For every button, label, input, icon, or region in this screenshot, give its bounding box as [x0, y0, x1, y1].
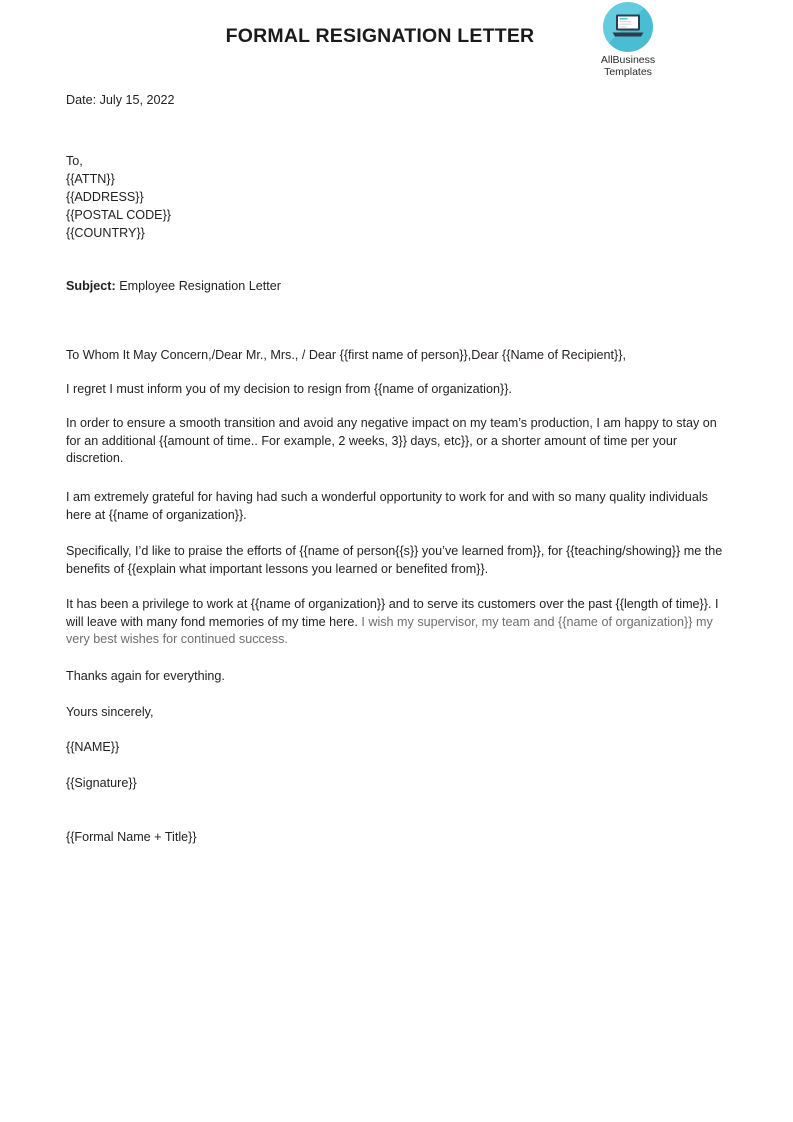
subject-line: [66, 278, 281, 296]
transition-offer-paragraph: In order to ensure a smooth transition and avoid any negative impact on my team’s production, I am happy to stay on for an additional {{amount of time.. For example, 2 weeks, 3}} days, etc}}, or a shorter amount of time per your discretion.: [66, 416, 717, 466]
gratitude-paragraph: I am extremely grateful for having had such a wonderful opportunity to work for and with so many quality individuals here at {{name of organization}}.: [66, 490, 708, 522]
subject-value: Employee Resignation Letter: [119, 279, 281, 293]
privilege-text-muted: I wish my supervisor, my team and {{name of organization}} my very best wishes for continued success.: [66, 614, 713, 647]
address-line: {{COUNTRY}}: [66, 226, 145, 240]
salutation-paragraph: To Whom It May Concern,/Dear Mr., Mrs., / Dear {{first name of person}},Dear {{Name of Recipient}},: [66, 348, 626, 362]
logo-circle: [603, 2, 653, 52]
recipient-address-block: [66, 152, 171, 242]
closing-paragraph: Yours sincerely,: [66, 705, 154, 719]
allbusiness-templates-logo: [589, 2, 667, 78]
subject-label: Subject:: [66, 279, 116, 293]
privilege-paragraph: [66, 596, 731, 649]
privilege-text-primary: It has been a privilege to work at {{name of organization}} and to serve its customers over the past {{length of time}}. I will leave with many fond memories of my time here.: [66, 597, 719, 629]
sender-name-placeholder: {{NAME}}: [66, 740, 120, 754]
page-title: FORMAL RESIGNATION LETTER: [225, 25, 535, 47]
laptop-icon: [612, 13, 644, 39]
resignation-statement-paragraph: I regret I must inform you of my decision to resign from {{name of organization}}.: [66, 382, 512, 396]
address-line: {{ADDRESS}}: [66, 190, 144, 204]
address-line: To,: [66, 154, 83, 168]
praise-paragraph: Specifically, I’d like to praise the efforts of {{name of person{{s}} you’ve learned from}}, for {{teaching/showing}} me the benefits of {{explain what important lessons you learned or benefited from}}.: [66, 544, 723, 576]
thanks-paragraph: Thanks again for everything.: [66, 669, 225, 683]
address-line: {{POSTAL CODE}}: [66, 208, 171, 222]
date-line: Date: July 15, 2022: [66, 93, 175, 107]
logo-line-2: Templates: [604, 65, 652, 78]
logo-line-1: AllBusiness: [600, 54, 656, 66]
formal-name-title-placeholder: {{Formal Name + Title}}: [66, 830, 197, 844]
address-line: {{ATTN}}: [66, 172, 115, 186]
logo-wordmark: [589, 55, 667, 78]
signature-placeholder: {{Signature}}: [66, 776, 137, 790]
